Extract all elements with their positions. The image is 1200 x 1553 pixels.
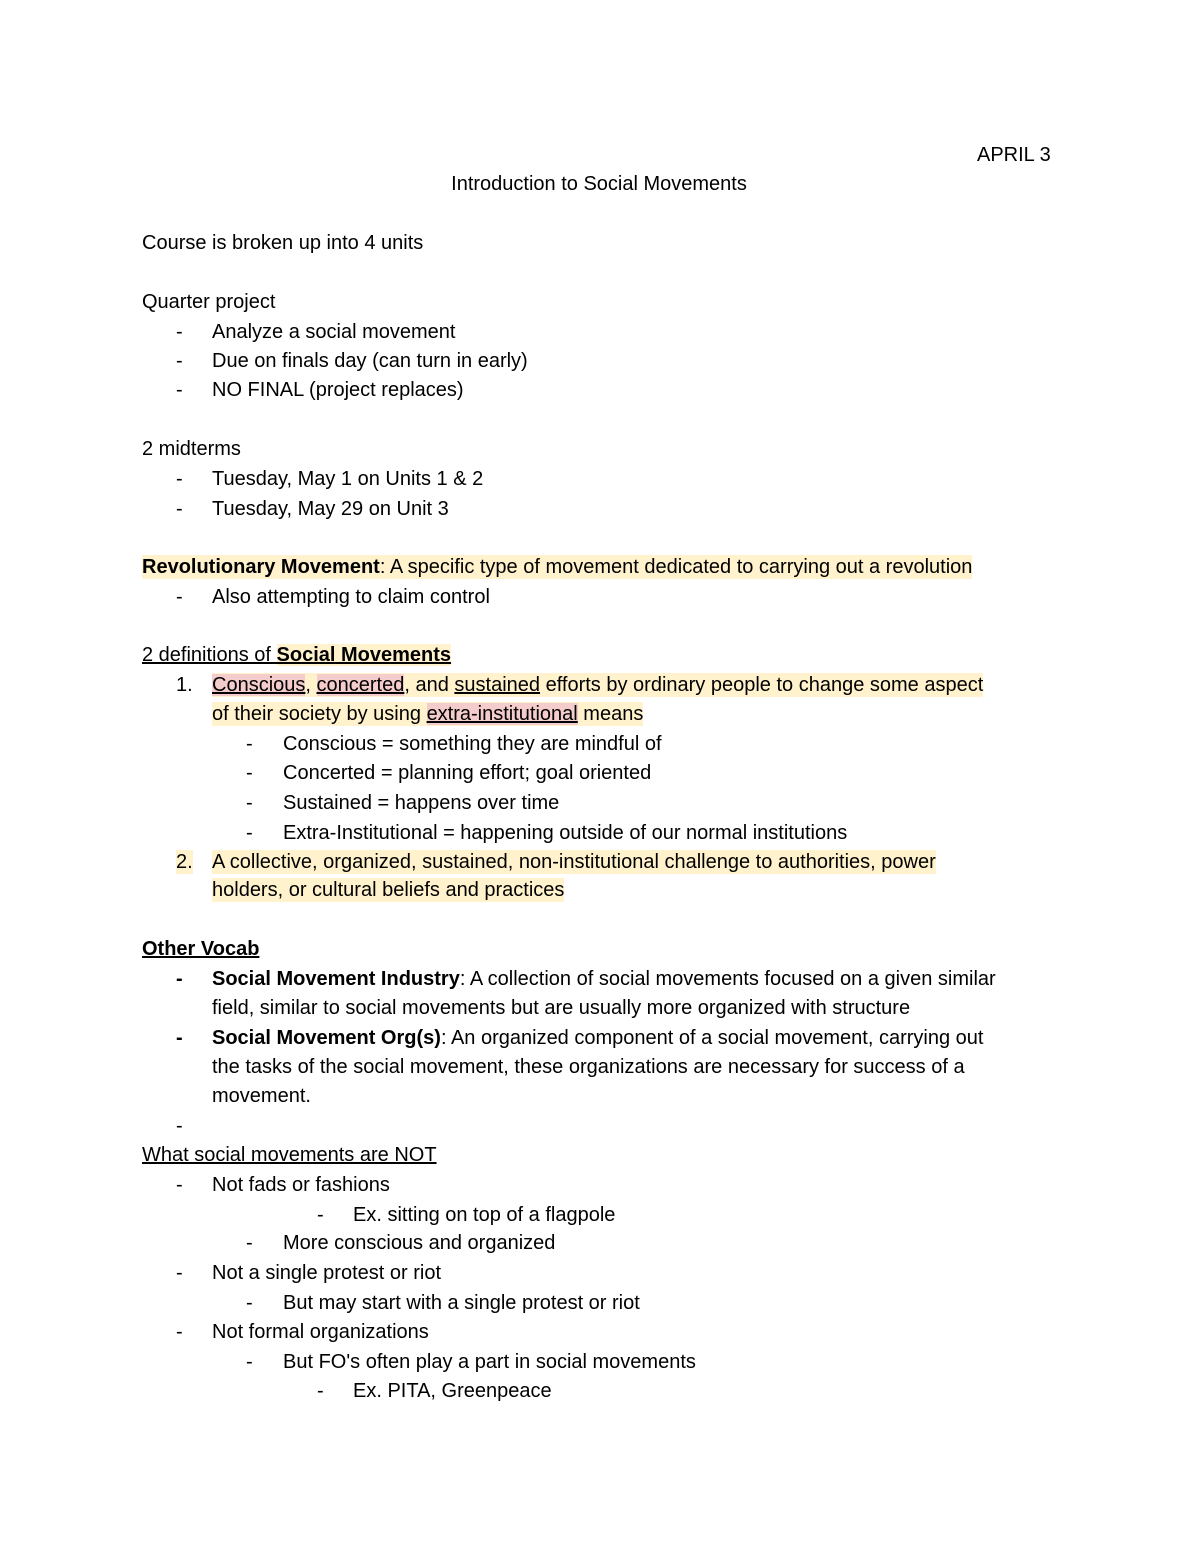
org-line-1 — [212, 1026, 983, 1050]
list-item: Conscious = something they are mindful of — [283, 733, 662, 755]
definitions-heading-term: Social Movements — [276, 644, 452, 666]
definition-2-line-1: A collective, organized, sustained, non-institutional challenge to authorities, power — [212, 851, 936, 873]
definition-2-line-2: holders, or cultural beliefs and practices — [212, 879, 565, 901]
definition-1-line-2 — [212, 702, 643, 726]
term-concerted: concerted — [316, 674, 405, 696]
bullet-dash: - — [176, 1262, 183, 1284]
list-item: NO FINAL (project replaces) — [212, 379, 464, 401]
bullet-dash: - — [176, 968, 183, 990]
industry-line-1 — [212, 967, 996, 991]
list-item: Tuesday, May 1 on Units 1 & 2 — [212, 468, 484, 490]
list-item: Ex. sitting on top of a flagpole — [353, 1204, 616, 1226]
other-vocab-heading: Other Vocab — [142, 938, 260, 960]
bullet-dash: - — [246, 1351, 253, 1373]
quarter-project-heading: Quarter project — [142, 291, 276, 313]
term-conscious: Conscious — [212, 674, 306, 696]
text-fragment: : A collection of social movements focused on a given similar — [459, 968, 996, 990]
definition-1-line-1 — [212, 673, 983, 697]
bullet-dash: - — [246, 762, 253, 784]
bullet-dash: - — [176, 1115, 183, 1137]
bullet-dash: - — [176, 1321, 183, 1343]
list-item: Analyze a social movement — [212, 321, 456, 343]
bullet-dash: - — [176, 321, 183, 343]
revolutionary-text: : A specific type of movement dedicated to carrying out a revolution — [379, 556, 973, 578]
bullet-dash: - — [246, 822, 253, 844]
list-number: 1. — [176, 674, 193, 696]
text-fragment: means — [577, 703, 644, 725]
definitions-heading-prefix: 2 definitions of — [142, 644, 277, 666]
list-item: Not fads or fashions — [212, 1174, 390, 1196]
list-item: Extra-Institutional = happening outside of our normal institutions — [283, 822, 848, 844]
list-item: Sustained = happens over time — [283, 792, 560, 814]
list-item: Not a single protest or riot — [212, 1262, 441, 1284]
text-fragment: : An organized component of a social movement, carrying out — [440, 1027, 984, 1049]
list-item: Due on finals day (can turn in early) — [212, 350, 528, 372]
bullet-dash: - — [176, 379, 183, 401]
bullet-dash: - — [246, 1292, 253, 1314]
list-item: Tuesday, May 29 on Unit 3 — [212, 498, 449, 520]
revolutionary-term: Revolutionary Movement — [142, 556, 380, 578]
list-item: Concerted = planning effort; goal oriented — [283, 762, 652, 784]
bullet-dash: - — [246, 792, 253, 814]
page-title: Introduction to Social Movements — [451, 173, 747, 195]
list-item: But FO's often play a part in social movements — [283, 1351, 696, 1373]
list-number: 2. — [176, 851, 193, 873]
industry-line-2: field, similar to social movements but are usually more organized with structure — [212, 997, 911, 1019]
bullet-dash: - — [176, 1174, 183, 1196]
bullet-dash: - — [176, 350, 183, 372]
date: APRIL 3 — [977, 144, 1051, 166]
bullet-dash: - — [176, 468, 183, 490]
term-extra-institutional: extra-institutional — [426, 703, 578, 725]
bullet-dash: - — [246, 1232, 253, 1254]
revolutionary-definition — [142, 555, 972, 579]
term-sustained: sustained — [454, 674, 541, 696]
list-item: But may start with a single protest or riot — [283, 1292, 640, 1314]
text-fragment: efforts by ordinary people to change some aspect — [540, 674, 984, 696]
bullet-dash: - — [317, 1204, 324, 1226]
text-fragment: , and — [404, 674, 455, 696]
bullet-dash: - — [176, 498, 183, 520]
org-line-3: movement. — [212, 1085, 311, 1107]
text-fragment: of their society by using — [212, 703, 427, 725]
list-item: Not formal organizations — [212, 1321, 429, 1343]
org-term: Social Movement Org(s) — [212, 1027, 441, 1049]
org-line-2: the tasks of the social movement, these organizations are necessary for success of a — [212, 1056, 965, 1078]
units-line: Course is broken up into 4 units — [142, 232, 424, 254]
midterms-heading: 2 midterms — [142, 438, 241, 460]
list-item: Ex. PITA, Greenpeace — [353, 1380, 552, 1402]
bullet-dash: - — [317, 1380, 324, 1402]
not-heading: What social movements are NOT — [142, 1144, 437, 1166]
definitions-heading — [142, 643, 451, 667]
bullet-dash: - — [176, 1027, 183, 1049]
list-item: Also attempting to claim control — [212, 586, 490, 608]
industry-term: Social Movement Industry — [212, 968, 460, 990]
bullet-dash: - — [246, 733, 253, 755]
bullet-dash: - — [176, 586, 183, 608]
text-fragment: , — [305, 674, 317, 696]
list-item: More conscious and organized — [283, 1232, 556, 1254]
